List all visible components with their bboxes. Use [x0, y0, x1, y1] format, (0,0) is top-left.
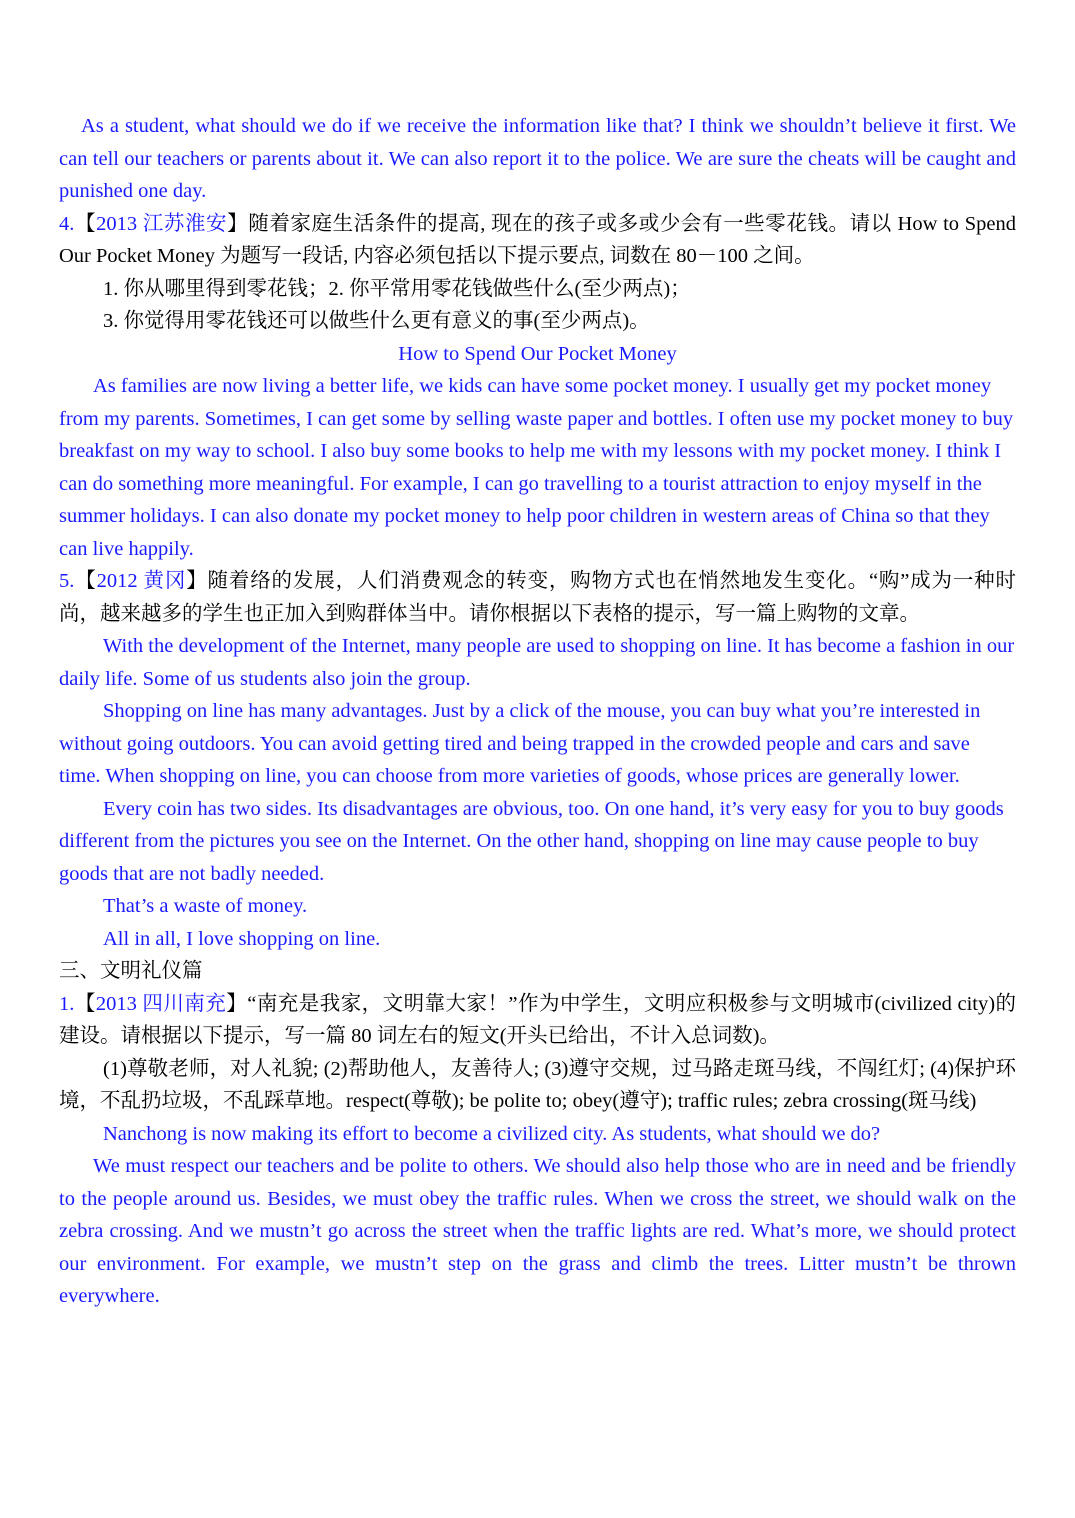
essay-opening: Nanchong is now making its effort to become a civilized city. As students, what should we do? — [103, 1122, 881, 1145]
essay-title: How to Spend Our Pocket Money — [398, 342, 677, 365]
question-source: 2012 黄冈 — [96, 570, 187, 592]
essay-paragraph: That’s a waste of money. — [103, 895, 308, 917]
question-number: 4. — [59, 212, 75, 235]
prompt-text: “南充是我家，文明靠大家！”作为中学生，文明应积极参与文明城市(civilized city)的建设。请根据以下提示，写一篇 80 词左右的短文(开头已给出，不计入总词数)。 — [59, 992, 1016, 1047]
essay-paragraph: Every coin has two sides. Its disadvantages are obvious, too. On one hand, it’s very easy for you to buy goods different from the pictures you see on the Internet. On the other hand, shopping on line may cause people to buy goods that are not badly needed. — [59, 797, 1004, 885]
bracket-close: 】 — [186, 570, 208, 592]
essay-paragraph: As families are now living a better life, we kids can have some pocket money. I usually get my pocket money from my parents. Sometimes, I can get some by selling waste paper and bottles. I often use my pocket money to buy breakfast on my way to school. I also buy some books to help me with my lessons with my pocket money. I think I can do something more meaningful. For example, I can go travelling to a tourist attraction to enjoy myself in the summer holidays. I can also donate my pocket money to help poor children in western areas of China so that they can live happily. — [59, 375, 1014, 560]
bracket-open: 【 — [74, 992, 96, 1015]
question-1-prompt — [59, 988, 1016, 1053]
question-number: 5. — [59, 570, 75, 592]
prompt-point: 3. 你觉得用零花钱还可以做些什么更有意义的事(至少两点)。 — [103, 310, 650, 332]
question-5-prompt — [59, 565, 1016, 630]
question-source: 2013 四川南充 — [95, 992, 227, 1015]
document-page — [59, 110, 1016, 1313]
essay-paragraph: With the development of the Internet, many people are used to shopping on line. It has become a fashion in our daily life. Some of us students also join the group. — [59, 635, 1015, 690]
prompt-point: 1. 你从哪里得到零花钱；2. 你平常用零花钱做些什么(至少两点)； — [103, 277, 691, 300]
bracket-close: 】 — [227, 212, 249, 235]
essay-paragraph: Shopping on line has many advantages. Just by a click of the mouse, you can buy what you’re interested in without going outdoors. You can avoid getting tired and being trapped in the crowded people and cars and save time. When shopping on line, you can choose from more varieties of goods, whose prices are generally lower. — [59, 700, 981, 787]
bracket-open: 【 — [74, 570, 97, 592]
essay-paragraph: All in all, I love shopping on line. — [103, 927, 381, 950]
bracket-close: 】 — [226, 992, 248, 1015]
essay-paragraph: We must respect our teachers and be polite to others. We should also help those who are in need and be friendly to the people around us. Besides, we must obey the traffic rules. When we cross the street, we should walk on the zebra crossing. And we mustn’t go across the street when the traffic lights are red. What’s more, we should protect our environment. For example, we mustn’t step on the grass and climb the trees. Litter mustn’t be thrown everywhere. — [59, 1155, 1016, 1307]
prompt-text: 随着家庭生活条件的提高, 现在的孩子或多或少会有一些零花钱。请以 How to Spend Our Pocket Money 为题写一段话, 内容必须包括以下提示要点, 词数在 80－100 之间。 — [59, 212, 1017, 267]
question-number: 1. — [59, 992, 75, 1015]
prompt-text: 随着络的发展，人们消费观念的转变，购物方式也在悄然地发生变化。“购”成为一种时尚，越来越多的学生也正加入到购群体当中。请你根据以下表格的提示，写一篇上购物的文章。 — [59, 570, 1017, 625]
question-source: 2013 江苏淮安 — [96, 212, 228, 235]
prompt-hints: (1)尊敬老师，对人礼貌; (2)帮助他人，友善待人; (3)遵守交规，过马路走斑马线，不闯红灯; (4)保护环境，不乱扔垃圾，不乱踩草地。respect(尊敬); be polite to; obey(遵守); traffic rules; zebra crossing(斑马线) — [59, 1057, 1016, 1112]
question-4-prompt — [59, 208, 1016, 273]
bracket-open: 【 — [74, 212, 97, 235]
essay-paragraph: As a student, what should we do if we receive the information like that? I think we shouldn’t believe it first. We can tell our teachers or parents about it. We can also report it to the police. We are sure the cheats will be caught and punished one day. — [59, 115, 1016, 202]
section-heading: 三、文明礼仪篇 — [59, 960, 203, 982]
